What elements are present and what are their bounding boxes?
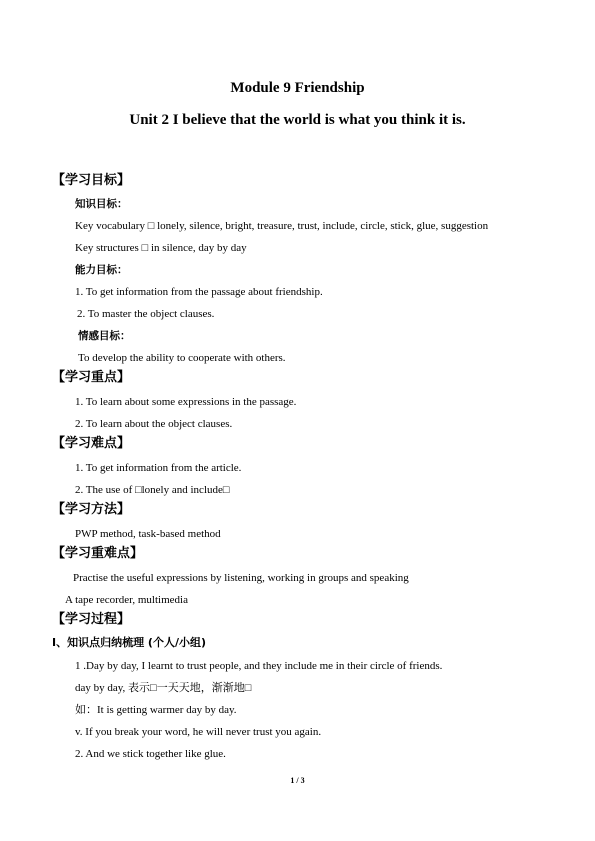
key-points-heading: 【学习重点】 bbox=[52, 370, 131, 385]
key-point-2: 2. To learn about the object clauses. bbox=[75, 418, 233, 430]
process-line-4: v. If you break your word, he will never trust you again. bbox=[75, 726, 322, 738]
difficulty-2: 2. The use of □lonely and include□ bbox=[75, 484, 230, 496]
page-number: 1 / 3 bbox=[290, 776, 305, 785]
process-heading: 【学习过程】 bbox=[52, 612, 131, 627]
process-line-5: 2. And we stick together like glue. bbox=[75, 748, 226, 760]
emotion-objective-1: To develop the ability to cooperate with others. bbox=[78, 352, 286, 364]
difficulties-heading: 【学习难点】 bbox=[52, 436, 131, 451]
process-line-2: day by day, 表示□一天天地，渐渐地□ bbox=[75, 682, 252, 694]
process-line-3: 如：It is getting warmer day by day. bbox=[75, 704, 237, 716]
key-point-1: 1. To learn about some expressions in the passage. bbox=[75, 396, 297, 408]
key-difficult-heading: 【学习重难点】 bbox=[52, 546, 144, 561]
key-difficult-2: A tape recorder, multimedia bbox=[65, 594, 188, 606]
document-title: Module 9 Friendship bbox=[230, 80, 365, 96]
methods-heading: 【学习方法】 bbox=[52, 502, 131, 517]
method-1: PWP method, task-based method bbox=[75, 528, 221, 540]
process-section-1-title: Ⅰ、知识点归纳梳理 (个人/小组) bbox=[52, 636, 206, 649]
key-difficult-1: Practise the useful expressions by listening, working in groups and speaking bbox=[73, 572, 409, 584]
ability-objectives-label: 能力目标： bbox=[75, 264, 128, 276]
knowledge-objectives-label: 知识目标： bbox=[75, 198, 128, 210]
objectives-heading: 【学习目标】 bbox=[52, 173, 131, 188]
ability-objective-1: 1. To get information from the passage about friendship. bbox=[75, 286, 323, 298]
process-line-1: 1 .Day by day, I learnt to trust people, and they include me in their circle of friends. bbox=[75, 660, 443, 672]
key-vocabulary-line: Key vocabulary □ lonely, silence, bright, treasure, trust, include, circle, stick, glue, suggestion bbox=[75, 220, 489, 232]
emotion-objectives-label: 情感目标： bbox=[78, 330, 131, 342]
difficulty-1: 1. To get information from the article. bbox=[75, 462, 242, 474]
document-subtitle: Unit 2 I believe that the world is what you think it is. bbox=[129, 112, 466, 128]
ability-objective-2: 2. To master the object clauses. bbox=[77, 308, 215, 320]
key-structures-line: Key structures □ in silence, day by day bbox=[75, 242, 247, 254]
